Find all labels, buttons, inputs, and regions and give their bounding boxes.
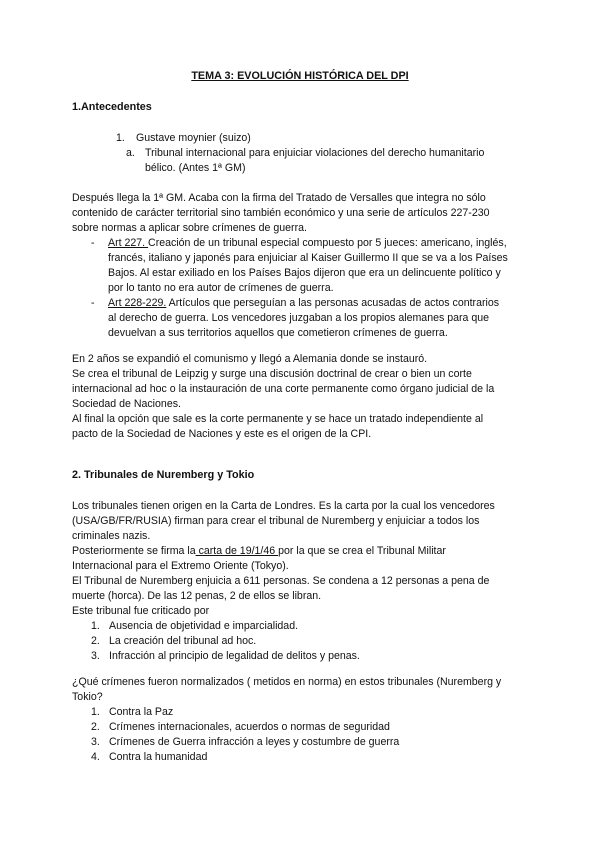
bullet-text	[108, 296, 528, 311]
bullet-text	[108, 236, 528, 251]
list-item: La creación del tribunal ad hoc.	[109, 635, 257, 647]
list-item: Crímenes de Guerra infracción a leyes y costumbre de guerra	[109, 736, 400, 748]
list-number: 3.	[91, 736, 100, 748]
bullet-line: Bajos. Al estar exiliado en los Países Bajos dijeron que era un delincuente político y	[108, 267, 501, 279]
paragraph-line: Se crea el tribunal de Leipzig y surge una discusión doctrinal de crear o bien un corte	[72, 368, 472, 380]
bullet-line: Creación de un tribunal especial compuesto por 5 jueces: americano, inglés,	[148, 237, 507, 249]
list-number: 4.	[91, 751, 100, 763]
document-reference: carta de 19/1/46	[195, 545, 279, 557]
list-number: 1.	[91, 620, 100, 632]
paragraph-line: Este tribunal fue criticado por	[72, 605, 210, 617]
list-item: Ausencia de objetividad e imparcialidad.	[109, 620, 299, 632]
paragraph-line: En 2 años se expandió el comunismo y llegó a Alemania donde se instauró.	[72, 353, 428, 365]
list-item: Infracción al principio de legalidad de delitos y penas.	[109, 650, 360, 662]
list-item: Crímenes internacionales, acuerdos o normas de seguridad	[109, 721, 390, 733]
list-item: Contra la Paz	[109, 706, 174, 718]
section1-heading: 1.Antecedentes	[72, 101, 152, 113]
list-number: 1.	[91, 706, 100, 718]
bullet-dash: -	[91, 237, 95, 249]
paragraph-line: (USA/GB/FR/RUSIA) firman para crear el tribunal de Nuremberg y enjuiciar a todos los	[72, 515, 480, 527]
list-item: Tribunal internacional para enjuiciar violaciones del derecho humanitario	[145, 147, 485, 159]
section2-heading: 2. Tribunales de Nuremberg y Tokio	[72, 469, 255, 481]
paragraph-line: muerte (horca). De las 12 penas, 2 de ellos se libran.	[72, 590, 322, 602]
paragraph-line: Sociedad de Naciones.	[72, 398, 181, 410]
paragraph-line: Después llega la 1ª GM. Acaba con la firma del Tratado de Versalles que integra no sólo	[72, 192, 486, 204]
list-item: bélico. (Antes 1ª GM)	[145, 162, 246, 174]
bullet-dash: -	[91, 297, 95, 309]
bullet-line: francés, italiano y japonés para enjuiciar al Kaiser Guillermo II que se va a los Países	[108, 252, 508, 264]
paragraph-line: pacto de la Sociedad de Naciones y este es el origen de la CPI.	[72, 428, 372, 440]
list-item: Gustave moynier (suizo)	[136, 132, 251, 144]
bullet-line: Artículos que perseguían a las personas acusadas de actos contrarios	[166, 297, 500, 309]
paragraph-line: Posteriormente se firma la carta de 19/1/46 por la que se crea el Tribunal Militar	[72, 545, 446, 557]
list-number: 2.	[91, 635, 100, 647]
bullet-line: devuelvan a sus territorios aquellos que cometieron crímenes de guerra.	[108, 327, 448, 339]
list-number: 2.	[91, 721, 100, 733]
paragraph-line: Internacional para el Extremo Oriente (Tokyo).	[72, 560, 289, 572]
page-title: TEMA 3: EVOLUCIÓN HISTÓRICA DEL DPI	[191, 70, 409, 82]
article-reference: Art 228-229.	[108, 297, 167, 309]
list-number: 1.	[116, 132, 125, 144]
paragraph-line: Al final la opción que sale es la corte permanente y se hace un tratado independiente al	[72, 413, 484, 425]
bullet-line: por lo tanto no era autor de crímenes de guerra.	[108, 282, 334, 294]
paragraph-line: sobre normas a aplicar sobre crímenes de guerra.	[72, 222, 307, 234]
paragraph-line: Tokio?	[72, 691, 103, 703]
paragraph-line: internacional ad hoc o la instauración de una corte permanente como órgano judicial de la	[72, 383, 495, 395]
paragraph-line: ¿Qué crímenes fueron normalizados ( metidos en norma) en estos tribunales (Nuremberg y	[72, 676, 502, 688]
list-item: Contra la humanidad	[109, 751, 208, 763]
article-reference: Art 227.	[108, 237, 149, 249]
bullet-line: al derecho de guerra. Los vencedores juzgaban a los propios alemanes para que	[108, 312, 490, 324]
paragraph-line: criminales nazis.	[72, 530, 151, 542]
paragraph-line: Los tribunales tienen origen en la Carta de Londres. Es la carta por la cual los vencedores	[72, 500, 495, 512]
list-number: 3.	[91, 650, 100, 662]
list-letter: a.	[126, 147, 135, 159]
paragraph-line: contenido de carácter territorial sino también económico y una serie de artículos 227-230	[72, 207, 490, 219]
paragraph-line: El Tribunal de Nuremberg enjuicia a 611 personas. Se condena a 12 personas a pena de	[72, 575, 490, 587]
